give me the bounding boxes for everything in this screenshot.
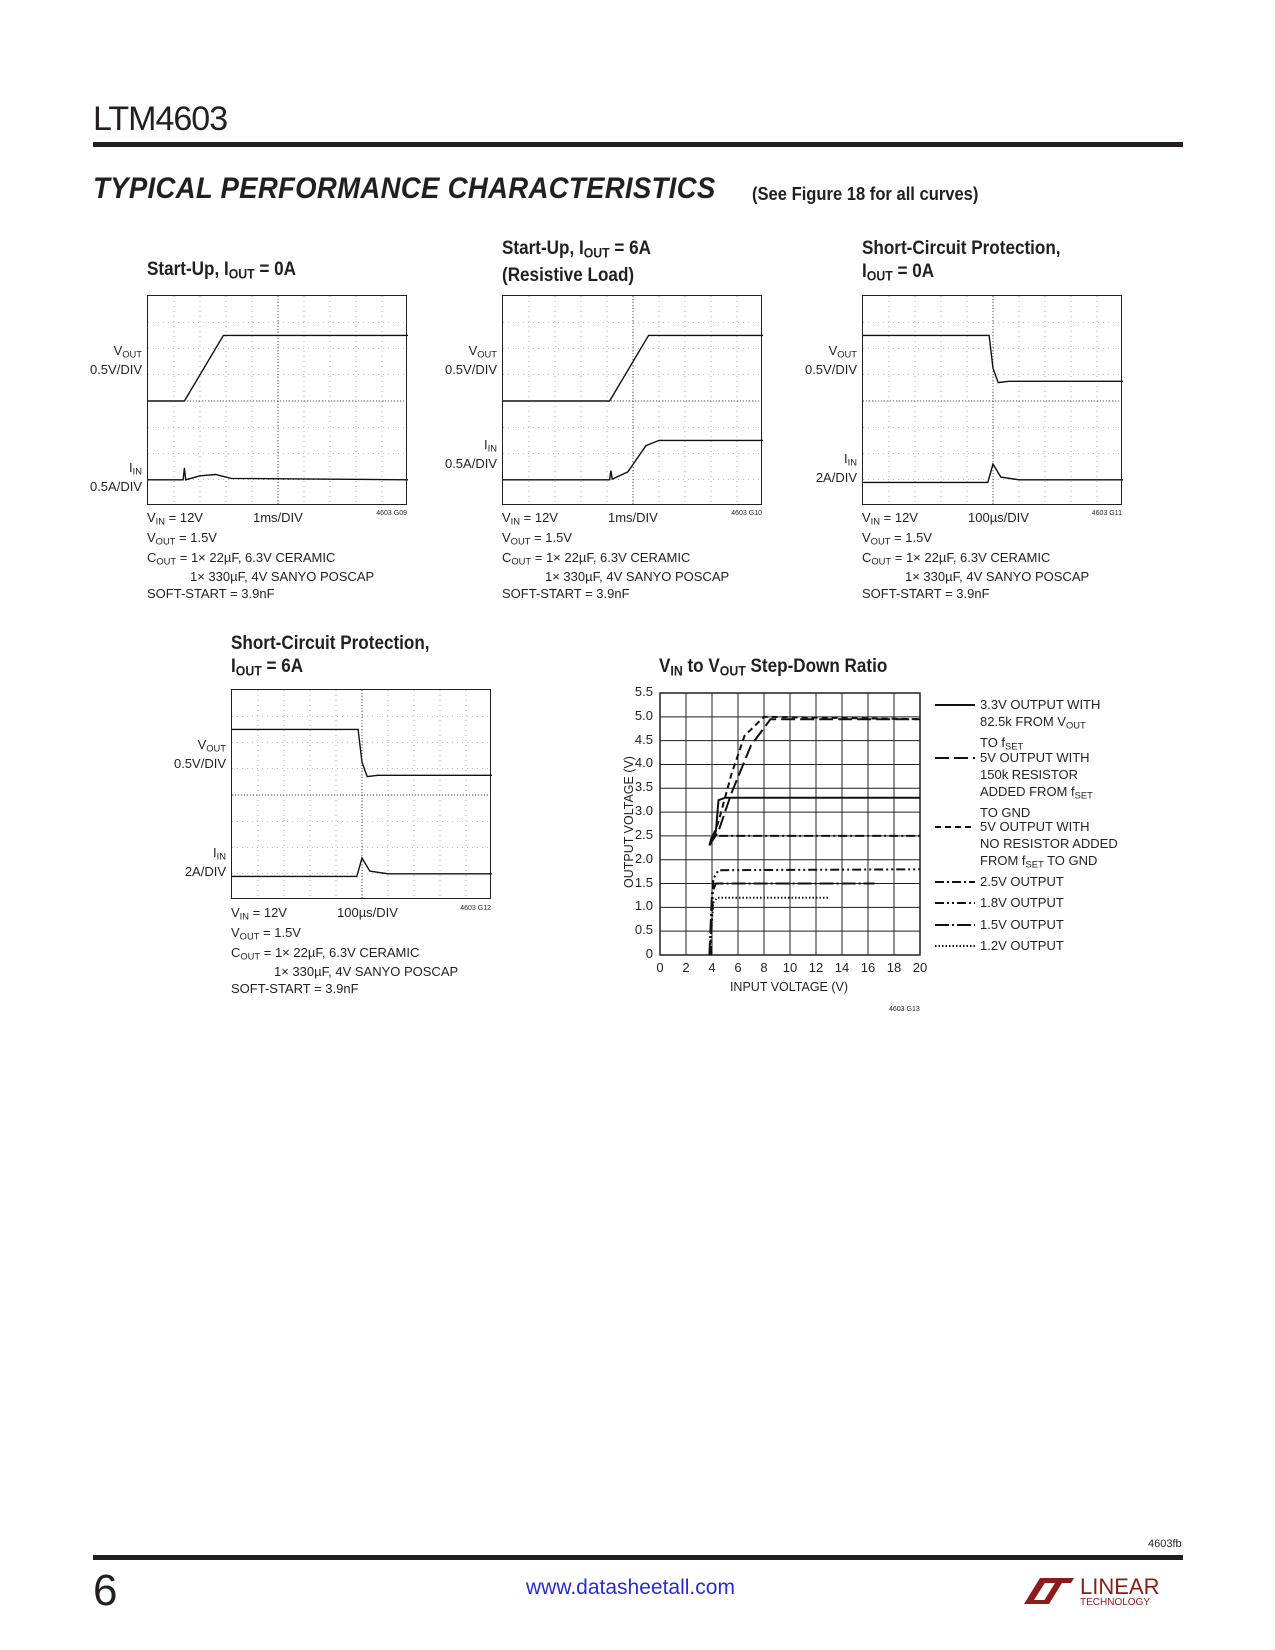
- series-line-0: [709, 798, 920, 846]
- title-tail: = 0A: [254, 259, 297, 280]
- section-note: (See Figure 18 for all curves): [752, 184, 979, 204]
- ch-sub: OUT: [206, 743, 226, 754]
- series-line-6: [709, 898, 829, 955]
- ch-symbol: V: [113, 343, 123, 358]
- x-tick-label: 10: [782, 960, 798, 975]
- panel-title: [862, 237, 1061, 287]
- y-tick-label: 1.5: [634, 874, 653, 890]
- title2-tail: = 0A: [892, 261, 935, 282]
- series-line-4: [711, 869, 920, 955]
- vin-sub: IN: [155, 516, 166, 527]
- y-tick-label: 4.5: [634, 731, 653, 747]
- cout-value: = 1× 22µF, 6.3V CERAMIC: [894, 549, 1051, 565]
- cond-vout-row: [502, 530, 764, 550]
- panel-title: [502, 237, 651, 287]
- legend-swatch: [935, 942, 975, 950]
- scope-trace-svg: [863, 296, 1123, 506]
- vout-sub: OUT: [155, 536, 176, 547]
- scope-screen: [231, 689, 491, 899]
- iin-channel-label: [50, 460, 142, 494]
- cond-vout-row: [147, 530, 409, 550]
- vin-value: = 12V: [168, 510, 203, 525]
- ch-sub: OUT: [837, 349, 857, 360]
- cout-line-2: 1× 330µF, 4V SANYO POSCAP: [274, 964, 459, 980]
- legend-entry: 1.8V OUTPUT: [980, 895, 1064, 910]
- title2-text: I: [862, 261, 867, 282]
- scope-trace-svg: [232, 690, 492, 900]
- vin-symbol: V: [502, 510, 511, 525]
- figure-code: 4603 G12: [460, 905, 491, 912]
- lg-l1: 5V OUTPUT WITH: [980, 819, 1090, 834]
- legend-entry: 1.2V OUTPUT: [980, 938, 1064, 953]
- vout-value: = 1.5V: [263, 924, 301, 940]
- cond-cout-row: [231, 945, 493, 965]
- title-out: OUT: [719, 663, 746, 679]
- x-tick-label: 6: [734, 960, 742, 975]
- lg-sub: SET: [1074, 790, 1093, 801]
- ch-scale: 0.5V/DIV: [804, 362, 857, 378]
- series-line-2: [709, 717, 920, 846]
- vout-channel-label: [405, 343, 497, 377]
- test-conditions: [147, 510, 409, 602]
- footer-url[interactable]: www.datasheetall.com: [526, 1576, 735, 1599]
- cond-vin-row: [502, 510, 764, 530]
- part-number: LTM4603: [93, 100, 228, 138]
- linear-logo-icon: [1022, 1570, 1182, 1608]
- footer-rule: [93, 1555, 1183, 1560]
- cout-line-2: 1× 330µF, 4V SANYO POSCAP: [190, 569, 375, 585]
- cout-sub: OUT: [511, 555, 532, 566]
- lg-l2: 82.5k FROM V: [980, 714, 1066, 729]
- y-tick-label: 2.0: [634, 850, 653, 866]
- ch-symbol: I: [844, 451, 848, 466]
- ch-symbol: I: [484, 437, 488, 452]
- x-tick-label: 4: [708, 960, 716, 975]
- ch-sub: OUT: [122, 349, 142, 360]
- ch-symbol: V: [828, 343, 838, 358]
- x-tick-label: 18: [886, 960, 902, 975]
- ch-symbol: V: [468, 343, 478, 358]
- cout-symbol: C: [147, 549, 157, 565]
- legend-swatch: [935, 701, 975, 709]
- legend-swatch: [935, 899, 975, 907]
- y-tick-label: 5.5: [634, 684, 653, 699]
- x-tick-label: 14: [834, 960, 850, 975]
- ch-sub: IN: [847, 457, 857, 468]
- legend-entry: [980, 818, 1118, 873]
- title-line-1: Short-Circuit Protection,: [231, 633, 430, 654]
- title-line-2: (Resistive Load): [502, 265, 635, 287]
- title-tail: = 6A: [609, 238, 652, 259]
- vin-sub: IN: [510, 516, 521, 527]
- vout-value: = 1.5V: [894, 529, 932, 545]
- cout-sub: OUT: [156, 555, 177, 566]
- linear-logo: [1022, 1570, 1182, 1613]
- ch-symbol: I: [213, 845, 217, 860]
- vin-sub: IN: [239, 911, 250, 922]
- cout-sub: OUT: [871, 555, 892, 566]
- timebase: 1ms/DIV: [253, 510, 303, 525]
- vin-symbol: V: [862, 510, 871, 525]
- series-line-3: [709, 836, 920, 846]
- y-tick-label: 2.5: [634, 826, 653, 842]
- page-number: 6: [93, 1566, 118, 1615]
- scope-trace-svg: [148, 296, 408, 506]
- logo-sub: TECHNOLOGY: [1080, 1597, 1151, 1608]
- title-v: V: [659, 656, 671, 677]
- lg-l3: FROM f: [980, 853, 1026, 868]
- doc-id: 4603fb: [1148, 1538, 1182, 1550]
- ch-scale: 0.5V/DIV: [89, 362, 142, 378]
- vin-value: = 12V: [883, 510, 918, 525]
- lg-sub: OUT: [1065, 720, 1086, 731]
- legend-entry: [980, 696, 1100, 756]
- lg-l2: 150k RESISTOR: [980, 767, 1079, 782]
- iin-channel-label: [134, 845, 226, 879]
- vin-symbol: V: [231, 905, 240, 920]
- x-tick-label: 20: [912, 960, 928, 975]
- cond-vout-row: [862, 530, 1124, 550]
- y-tick-label: 3.0: [634, 803, 653, 819]
- softstart: SOFT-START = 3.9nF: [147, 585, 275, 601]
- vout-symbol: V: [147, 529, 156, 545]
- title-text: Start-Up, I: [502, 238, 584, 259]
- panel-title: [231, 632, 430, 682]
- cond-vout-row: [231, 925, 493, 945]
- ch-scale: 0.5A/DIV: [89, 479, 142, 495]
- x-tick-label: 8: [760, 960, 768, 975]
- legend-entry: 1.5V OUTPUT: [980, 917, 1064, 932]
- cout-value: = 1× 22µF, 6.3V CERAMIC: [179, 549, 336, 565]
- series-line-1: [709, 719, 920, 845]
- ch-symbol: V: [197, 737, 207, 752]
- title-mid: to V: [682, 656, 720, 677]
- timebase: 100µs/DIV: [337, 905, 398, 920]
- test-conditions: [502, 510, 764, 602]
- vout-value: = 1.5V: [179, 529, 217, 545]
- chart-svg: [659, 692, 921, 956]
- cout-sub: OUT: [240, 950, 261, 961]
- lg-sub: SET: [1025, 859, 1044, 870]
- lg-l1: 5V OUTPUT WITH: [980, 750, 1090, 765]
- title-line-1: Short-Circuit Protection,: [862, 238, 1061, 259]
- figure-code: 4603 G09: [376, 510, 407, 517]
- title-text: Start-Up, I: [147, 259, 229, 280]
- vout-sub: OUT: [239, 931, 260, 942]
- title2-sub: OUT: [866, 268, 893, 284]
- panel-title: [147, 258, 296, 285]
- y-tick-label: 0: [645, 946, 653, 961]
- y-tick-label: 1.0: [634, 898, 653, 914]
- x-tick-label: 16: [860, 960, 876, 975]
- legend-swatch: [935, 754, 975, 762]
- vin-sub: IN: [870, 516, 881, 527]
- scope-screen: [862, 295, 1122, 505]
- vout-value: = 1.5V: [534, 529, 572, 545]
- legend-swatch: [935, 921, 975, 929]
- softstart: SOFT-START = 3.9nF: [862, 585, 990, 601]
- x-tick-label: 12: [808, 960, 824, 975]
- series-line-5: [709, 884, 874, 956]
- lg-sub2: SET: [1005, 741, 1024, 752]
- title2-text: I: [231, 656, 236, 677]
- vin-value: = 12V: [252, 905, 287, 920]
- iin-channel-label: [765, 451, 857, 485]
- ch-sub: IN: [132, 466, 142, 477]
- test-conditions: [231, 905, 493, 997]
- vout-channel-label: [134, 737, 226, 771]
- lg-l2: NO RESISTOR ADDED: [980, 836, 1118, 851]
- cout-value: = 1× 22µF, 6.3V CERAMIC: [534, 549, 691, 565]
- lg-l1: 3.3V OUTPUT WITH: [980, 697, 1101, 712]
- lg-l4: TO GND: [980, 805, 1031, 821]
- test-conditions: [862, 510, 1124, 602]
- cond-cout-row: [862, 550, 1124, 570]
- vin-symbol: V: [147, 510, 156, 525]
- chart-plot-area: [659, 692, 919, 954]
- cout-symbol: C: [231, 944, 241, 960]
- title-in: IN: [670, 663, 683, 679]
- timebase: 1ms/DIV: [608, 510, 658, 525]
- vout-symbol: V: [862, 529, 871, 545]
- section-title: TYPICAL PERFORMANCE CHARACTERISTICS: [93, 172, 716, 205]
- ch-scale: 2A/DIV: [815, 470, 857, 486]
- cout-symbol: C: [502, 549, 512, 565]
- cond-vin-row: [147, 510, 409, 530]
- title-sub: OUT: [228, 266, 255, 282]
- y-tick-label: 5.0: [634, 707, 653, 723]
- cond-cout-row: [147, 550, 409, 570]
- legend-entry: [980, 749, 1093, 821]
- title-sub: OUT: [583, 245, 610, 261]
- title-line-2: [231, 655, 430, 682]
- ch-sub: IN: [487, 443, 497, 454]
- cond-cout-row: [502, 550, 764, 570]
- vout-symbol: V: [502, 529, 511, 545]
- timebase: 100µs/DIV: [968, 510, 1029, 525]
- lg-l3b: TO GND: [1043, 853, 1098, 868]
- softstart: SOFT-START = 3.9nF: [502, 585, 630, 601]
- scope-screen: [502, 295, 762, 505]
- title2-sub: OUT: [235, 663, 262, 679]
- ch-scale: 2A/DIV: [184, 864, 226, 880]
- ch-sub: OUT: [477, 349, 497, 360]
- title2-tail: = 6A: [261, 656, 304, 677]
- scope-trace-svg: [503, 296, 763, 506]
- header-rule: [93, 142, 1183, 147]
- x-axis-label: INPUT VOLTAGE (V): [729, 980, 849, 994]
- cout-line-2: 1× 330µF, 4V SANYO POSCAP: [545, 569, 730, 585]
- vout-channel-label: [765, 343, 857, 377]
- ch-scale: 0.5V/DIV: [173, 756, 226, 772]
- cout-value: = 1× 22µF, 6.3V CERAMIC: [263, 944, 420, 960]
- y-tick-label: 3.5: [634, 779, 653, 795]
- ch-scale: 0.5A/DIV: [444, 456, 497, 472]
- title-tail: Step-Down Ratio: [745, 656, 888, 677]
- x-tick-label: 2: [682, 960, 690, 975]
- legend-swatch: [935, 823, 975, 831]
- cond-vin-row: [862, 510, 1124, 530]
- chart-title: [659, 655, 887, 682]
- ch-sub: IN: [216, 851, 226, 862]
- logo-word: LINEAR: [1080, 1574, 1160, 1599]
- legend-entry: 2.5V OUTPUT: [980, 874, 1064, 889]
- softstart: SOFT-START = 3.9nF: [231, 980, 359, 996]
- vout-sub: OUT: [510, 536, 531, 547]
- vout-channel-label: [50, 343, 142, 377]
- figure-code: 4603 G10: [731, 510, 762, 517]
- vout-sub: OUT: [870, 536, 891, 547]
- vout-symbol: V: [231, 924, 240, 940]
- legend-swatch: [935, 878, 975, 886]
- figure-code: 4603 G13: [889, 1006, 920, 1013]
- lg-l3: TO f: [980, 735, 1006, 751]
- x-tick-label: 0: [656, 960, 664, 975]
- y-tick-label: 4.0: [634, 755, 653, 771]
- lg-l3: ADDED FROM f: [980, 784, 1075, 799]
- ch-symbol: I: [129, 460, 133, 475]
- ch-scale: 0.5V/DIV: [444, 362, 497, 378]
- iin-channel-label: [405, 437, 497, 471]
- figure-code: 4603 G11: [1091, 510, 1122, 517]
- title-line-2: [862, 260, 1061, 287]
- cout-line-2: 1× 330µF, 4V SANYO POSCAP: [905, 569, 1090, 585]
- cout-symbol: C: [862, 549, 872, 565]
- scope-screen: [147, 295, 407, 505]
- cond-vin-row: [231, 905, 493, 925]
- title-line-1: [502, 237, 651, 264]
- y-tick-label: 0.5: [634, 922, 653, 938]
- y-axis-label: OUTPUT VOLTAGE (V): [622, 756, 636, 888]
- vin-value: = 12V: [523, 510, 558, 525]
